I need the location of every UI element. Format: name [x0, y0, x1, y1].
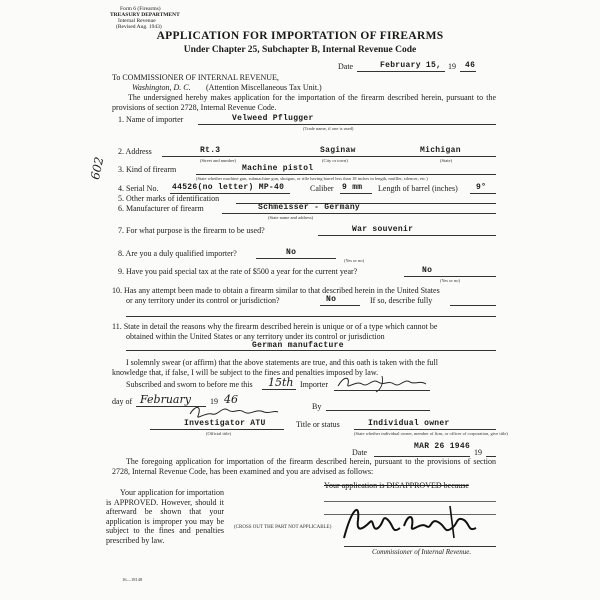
item3-label: 3. Kind of firearm — [118, 165, 177, 174]
address-city: Saginaw — [320, 146, 356, 155]
item11-line1: 11. State in detail the reasons why the firearm described herein is unique or of a type which cannot be — [112, 322, 438, 331]
by-label: By — [312, 402, 322, 411]
item6-label: 6. Manufacturer of firearm — [118, 204, 204, 213]
uniqueness-reason: German manufacture — [252, 341, 344, 350]
importer-label: Importer — [300, 380, 328, 389]
manufacturer: Schmeisser - Germany — [258, 203, 361, 212]
caliber-label: Caliber — [310, 184, 334, 193]
item6-caption: (State name and address) — [268, 215, 314, 220]
department: TREASURY DEPARTMENT — [110, 12, 180, 18]
addressee-attention: (Attention Miscellaneous Tax Unit.) — [206, 83, 322, 92]
approval-date-suffix: 19 — [474, 448, 482, 457]
subscribed-year: 46 — [224, 393, 238, 406]
approval-body: The foregoing application for importation of the firearm described herein, pursuant to the provisions of section 2728, Internal Revenue Code, has been examined and you are advised as follows: — [112, 457, 496, 476]
caption-city: (City or town) — [322, 158, 348, 163]
commissioner-signature — [338, 498, 494, 546]
item10-describe: If so, describe fully — [370, 296, 433, 305]
caption-street: (Street and number) — [200, 158, 236, 163]
intro-paragraph: The undersigned hereby makes application for the importation of the firearm described herein, pursuant to the provisions of section 2728, Internal Revenue Code. — [112, 93, 496, 112]
special-tax-paid: No — [422, 266, 433, 275]
firearm-purpose: War souvenir — [352, 225, 414, 234]
date-label: Date — [338, 62, 354, 71]
barrel-value: 9° — [476, 183, 487, 192]
form-subtitle: Under Chapter 25, Subchapter B, Internal Revenue Code — [183, 45, 417, 55]
oath-line1: I solemnly swear (or affirm) that the above statements are true, and this oath is taken with the full — [126, 358, 438, 367]
address-state: Michigan — [420, 146, 461, 155]
item1-label: 1. Name of importer — [118, 115, 184, 124]
form-number: Form 6 (Firearms) — [120, 6, 161, 12]
item1-caption: (Trade name, if one is used) — [303, 126, 354, 131]
item7-label: 7. For what purpose is the firearm to be used? — [118, 226, 265, 235]
revised-date: (Revised Aug. 1943) — [116, 24, 162, 30]
official-title-caption: (Official title) — [206, 431, 232, 436]
date-year: 46 — [465, 61, 476, 70]
item5-label: 5. Other marks of identification — [118, 194, 220, 203]
addressee-line2: Washington, D. C. — [132, 83, 191, 92]
address-street: Rt.3 — [200, 146, 221, 155]
official-title: Investigator ATU — [184, 419, 266, 428]
item10-line2: or any territory under its control or jurisdiction? — [126, 296, 280, 305]
serial-number: 44526(no letter) MP-40 — [172, 183, 285, 192]
barrel-label: Length of barrel (inches) — [378, 184, 458, 193]
caption-state: (State) — [440, 158, 452, 163]
day-of-label: day of — [112, 397, 133, 406]
item2-label: 2. Address — [118, 147, 152, 156]
title-status-caption: (State whether individual owner, member of firm, or officer of corporation, give title) — [354, 431, 508, 436]
form-title: APPLICATION FOR IMPORTATION OF FIREARMS — [156, 30, 444, 42]
caliber-value: 9 mm — [342, 183, 363, 192]
item4-label: 4. Serial No. — [118, 184, 159, 193]
item10-line1: 10. Has any attempt been made to obtain a firearm similar to that described herein in the United States — [112, 286, 440, 295]
qualified-importer: No — [286, 248, 297, 257]
title-status-value: Individual owner — [368, 419, 450, 428]
item3-caption: (State whether machine gun, submachine gun, shotgun, or rifle having barrel less than 18 inches in length, muffler, silencer, etc.) — [196, 176, 428, 181]
approval-date-stamp: MAR 26 1946 — [414, 442, 471, 451]
approved-text: Your application for importation is APPROVED. However, should it afterward be shown that your application is improper you may be subject to the fines and penalties prescribed by law. — [106, 488, 224, 545]
date-value: February 15, — [380, 61, 442, 70]
approval-date-label: Date — [352, 448, 368, 457]
item9-label: 9. Have you paid special tax at the rate of $500 a year for the current year? — [118, 267, 358, 276]
commissioner-title: Commissioner of Internal Revenue. — [372, 548, 472, 556]
disapproved-text: Your application is DISAPPROVED because — [324, 481, 469, 490]
importer-name: Velweed Pflugger — [232, 114, 314, 123]
form-code: 16—18148 — [122, 577, 143, 582]
subscribed-day: 15th — [268, 376, 294, 389]
subscribed-month: February — [140, 393, 191, 406]
item8-label: 8. Are you a duly qualified importer? — [118, 249, 237, 258]
item9-caption: (Yes or no) — [440, 278, 461, 283]
item11-line2: obtained within the United States or any territory under its control or jurisdiction — [126, 332, 385, 341]
margin-number: 602 — [88, 155, 107, 181]
firearm-kind: Machine pistol — [242, 164, 314, 173]
cross-out-note: (CROSS OUT THE PART NOT APPLICABLE) — [234, 525, 332, 530]
bureau: Internal Revenue — [118, 18, 156, 24]
title-status-label: Title or status — [296, 420, 340, 429]
similar-attempt: No — [326, 295, 337, 304]
subscribed-label: Subscribed and sworn to before me this — [126, 380, 253, 389]
oath-line2: knowledge that, if false, I will be subject to the fines and penalties imposed by law. — [112, 368, 379, 377]
year-prefix: 19 — [210, 397, 218, 406]
addressee-line1: To COMMISSIONER OF INTERNAL REVENUE, — [112, 73, 279, 82]
date-year-prefix: 19 — [448, 62, 456, 71]
item8-caption: (Yes or no) — [344, 258, 365, 263]
